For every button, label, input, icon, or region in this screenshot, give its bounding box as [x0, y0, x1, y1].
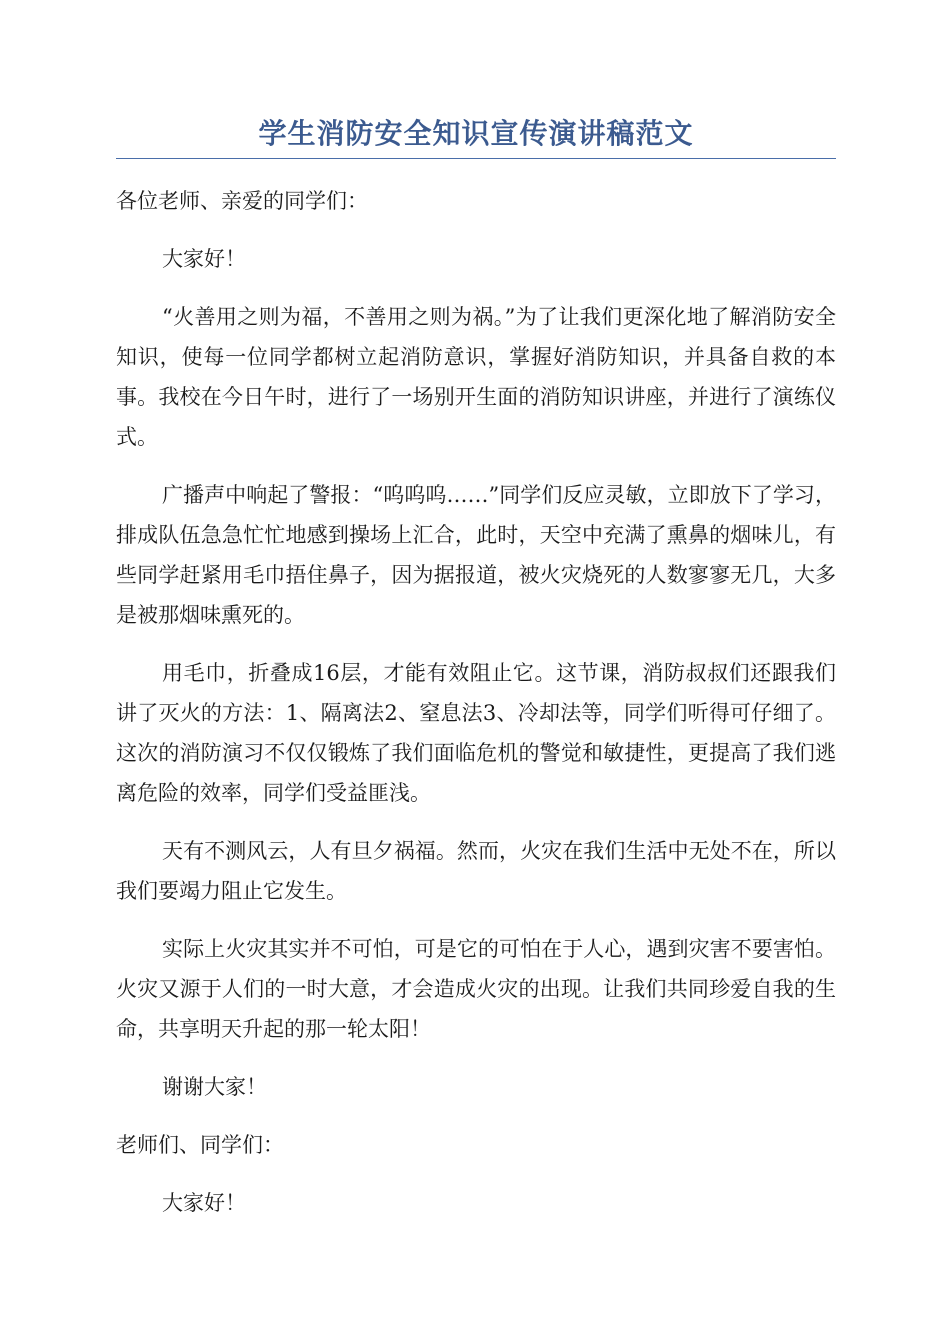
paragraph-alarm: 广播声中响起了警报：“呜呜呜……”同学们反应灵敏，立即放下了学习，排成队伍急急忙忙地感到操场上汇合，此时，天空中充满了熏鼻的烟味儿，有些同学赶紧用毛巾捂住鼻子，因为据报道，被火灾烧死的人数寥寥无几，大多是被那烟味熏死的。 — [116, 483, 836, 627]
paragraph-conclusion: 实际上火灾其实并不可怕，可是它的可怕在于人心，遇到灾害不要害怕。火灾又源于人们的一时大意，才会造成火灾的出现。让我们共同珍爱自我的生命，共享明天升起的那一轮太阳！ — [116, 937, 836, 1041]
paragraph-greeting: 大家好！ — [162, 247, 246, 271]
paragraph-salutation: 各位老师、亲爱的同学们： — [116, 189, 368, 213]
paragraph-intro: “火善用之则为福，不善用之则为祸。”为了让我们更深化地了解消防安全知识，使每一位同学都树立起消防意识，掌握好消防知识，并具备自救的本事。我校在今日午时，进行了一场别开生面的消防知识讲座，并进行了演练仪式。 — [116, 305, 836, 449]
document-body — [116, 181, 836, 1223]
paragraph-greeting-2: 大家好！ — [162, 1191, 246, 1215]
document-page — [116, 112, 836, 1241]
document-title: 学生消防安全知识宣传演讲稿范文 — [116, 112, 836, 159]
paragraph-thanks: 谢谢大家！ — [162, 1075, 267, 1099]
paragraph-warning: 天有不测风云，人有旦夕祸福。然而，火灾在我们生活中无处不在，所以我们要竭力阻止它发生。 — [116, 839, 836, 903]
paragraph-salutation-2: 老师们、同学们： — [116, 1133, 284, 1157]
paragraph-methods: 用毛巾，折叠成16层，才能有效阻止它。这节课，消防叔叔们还跟我们讲了灭火的方法：1、隔离法2、窒息法3、冷却法等，同学们听得可仔细了。这次的消防演习不仅仅锻炼了我们面临危机的警觉和敏捷性，更提高了我们逃离危险的效率，同学们受益匪浅。 — [116, 661, 836, 805]
